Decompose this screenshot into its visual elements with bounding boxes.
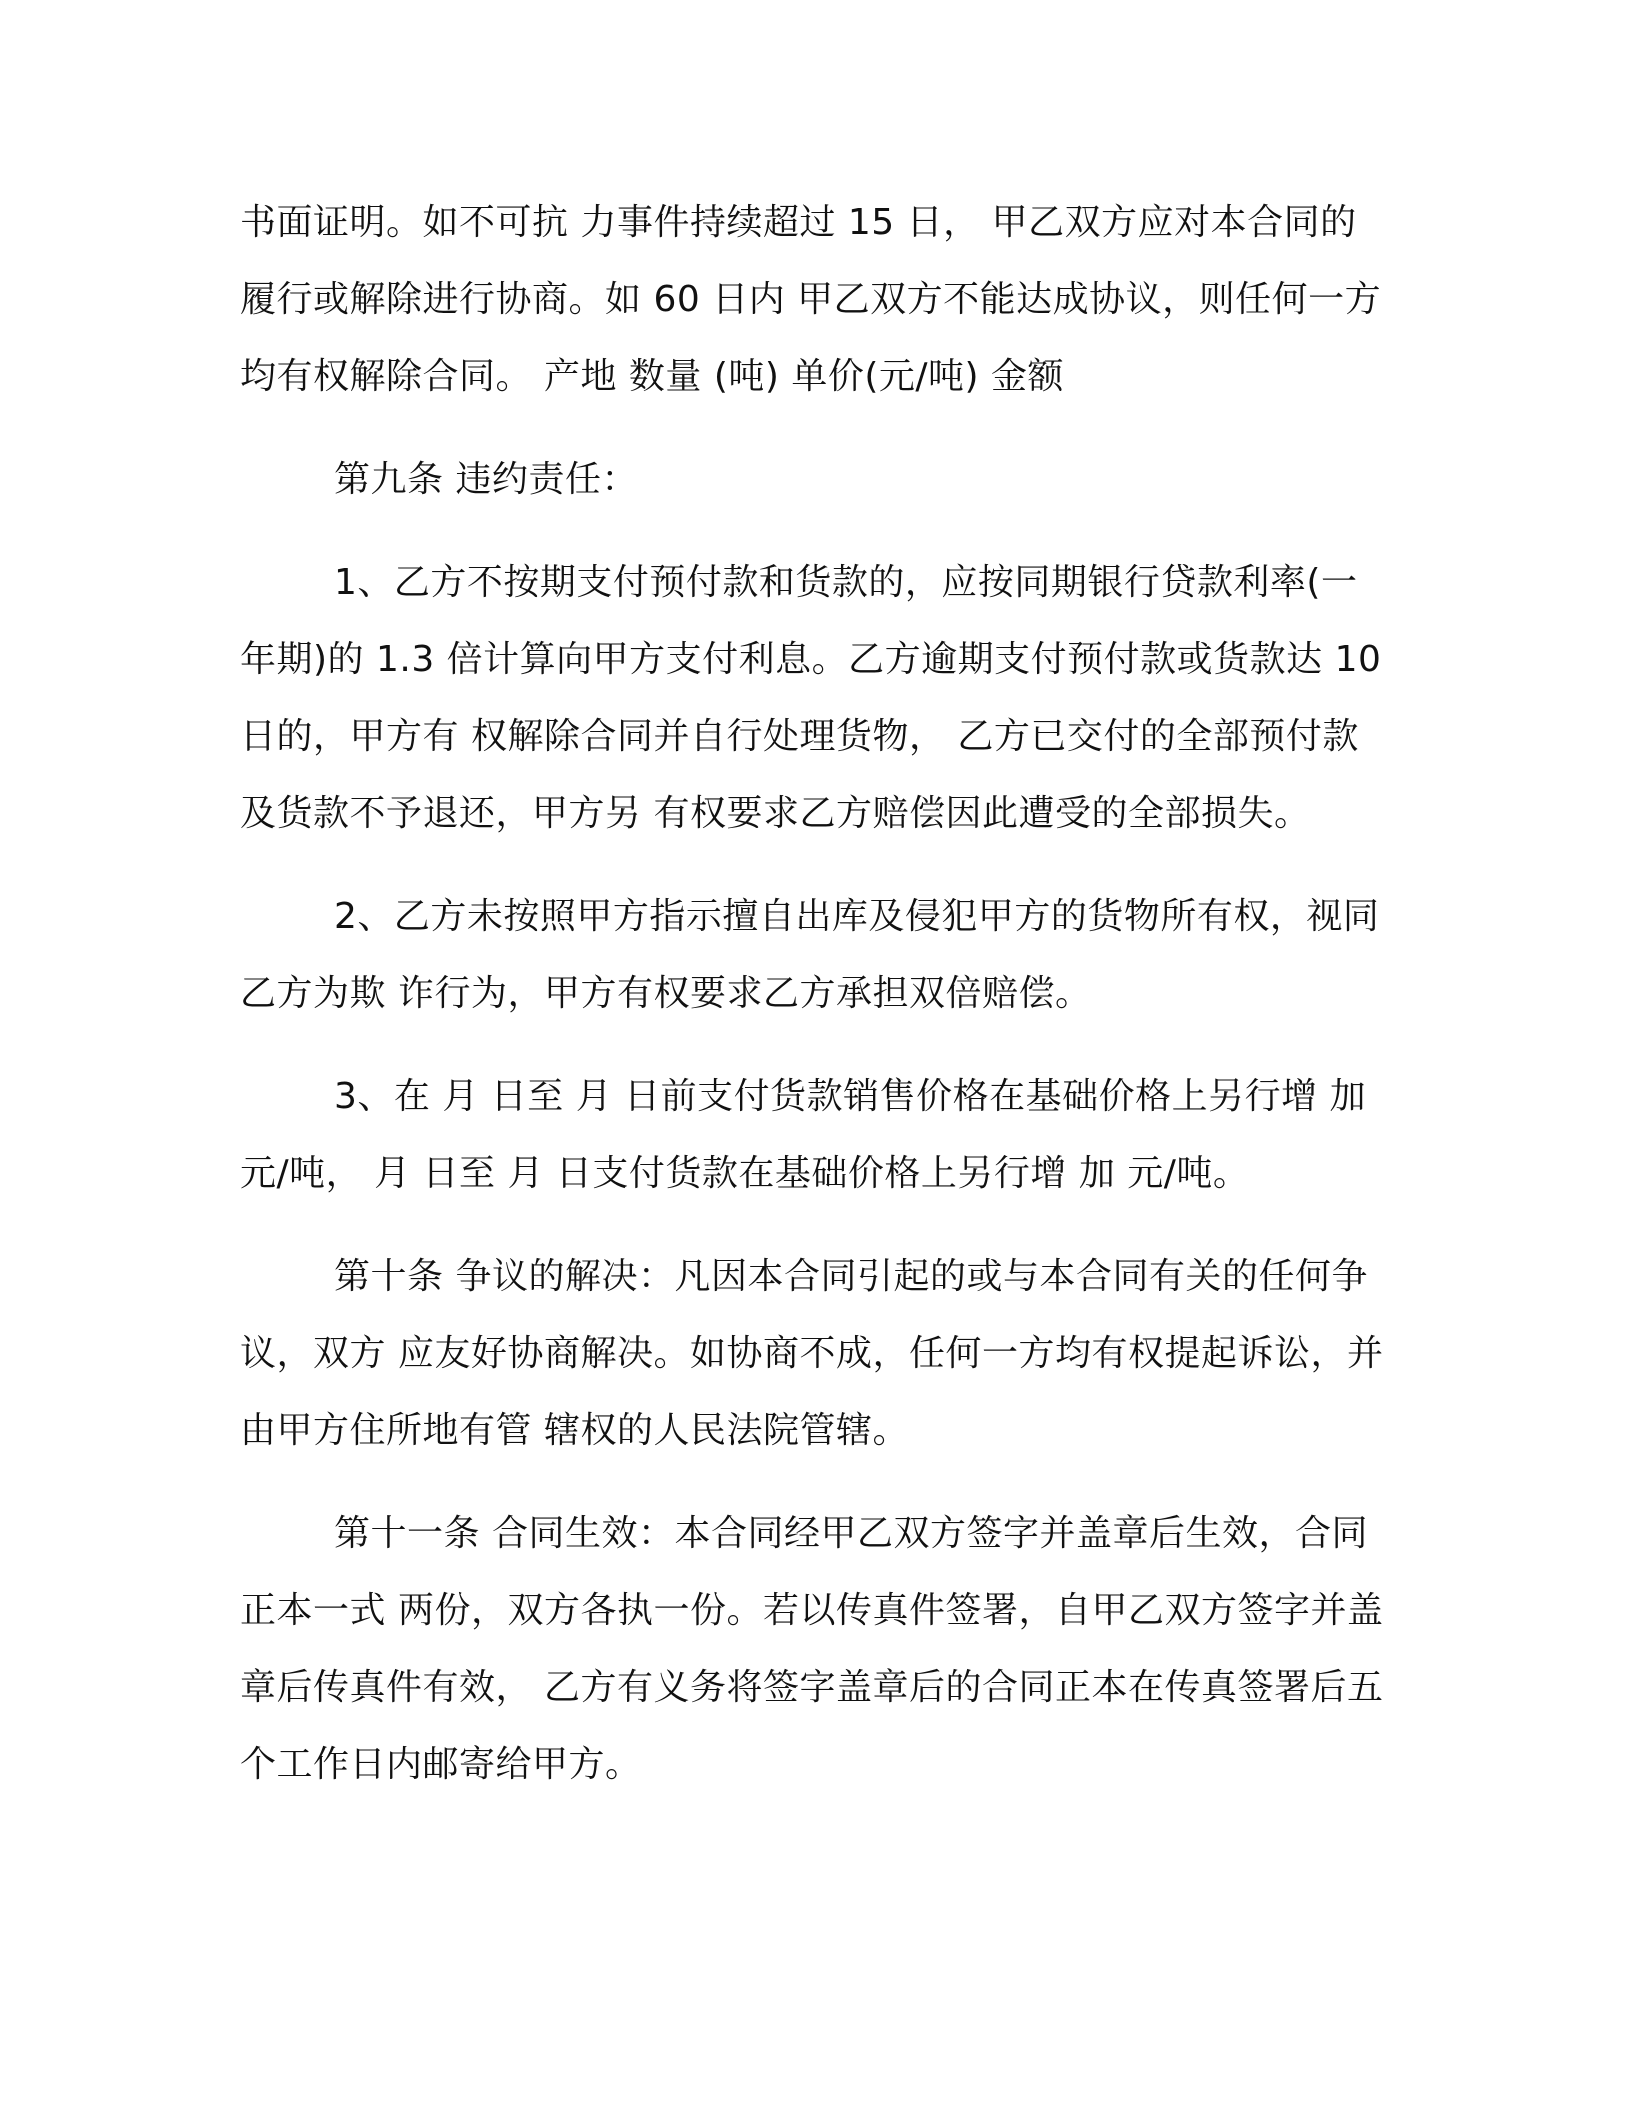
- paragraph-force-majeure-continuation: 书面证明。如不可抗 力事件持续超过 15 日， 甲乙双方应对本合同的履行或解除进行协商。如 60 日内 甲乙双方不能达成协议，则任何一方均有权解除合同。 产地 数量 (吨) 单价(元/吨) 金额: [240, 202, 1382, 397]
- article-9-heading: 第九条 违约责任：: [334, 459, 638, 500]
- article-11-contract-effectiveness: 第十一条 合同生效：本合同经甲乙双方签字并盖章后生效，合同正本一式 两份，双方各执一份。若以传真件签署，自甲乙双方签字并盖章后传真件有效， 乙方有义务将签字盖章后的合同正本在传真签署后五个工作日内邮寄给甲方。: [240, 1513, 1384, 1785]
- article-9-clause-2: 2、乙方未按照甲方指示擅自出库及侵犯甲方的货物所有权，视同乙方为欺 诈行为，甲方有权要求乙方承担双倍赔偿。: [240, 896, 1380, 1014]
- article-9-clause-3: 3、在 月 日至 月 日前支付货款销售价格在基础价格上另行增 加 元/吨， 月 日至 月 日支付货款在基础价格上另行增 加 元/吨。: [240, 1076, 1367, 1194]
- article-10-dispute-resolution: 第十条 争议的解决：凡因本合同引起的或与本合同有关的任何争议，双方 应友好协商解决。如协商不成，任何一方均有权提起诉讼，并由甲方住所地有管 辖权的人民法院管辖。: [240, 1256, 1384, 1451]
- document-body: [240, 184, 1390, 1803]
- article-9-clause-1: 1、乙方不按期支付预付款和货款的，应按同期银行贷款利率(一年期)的 1.3 倍计算向甲方支付利息。乙方逾期支付预付款或货款达 10 日的，甲方有 权解除合同并自行处理货物， 乙方已交付的全部预付款及货款不予退还，甲方另 有权要求乙方赔偿因此遭受的全部损失。: [240, 562, 1382, 834]
